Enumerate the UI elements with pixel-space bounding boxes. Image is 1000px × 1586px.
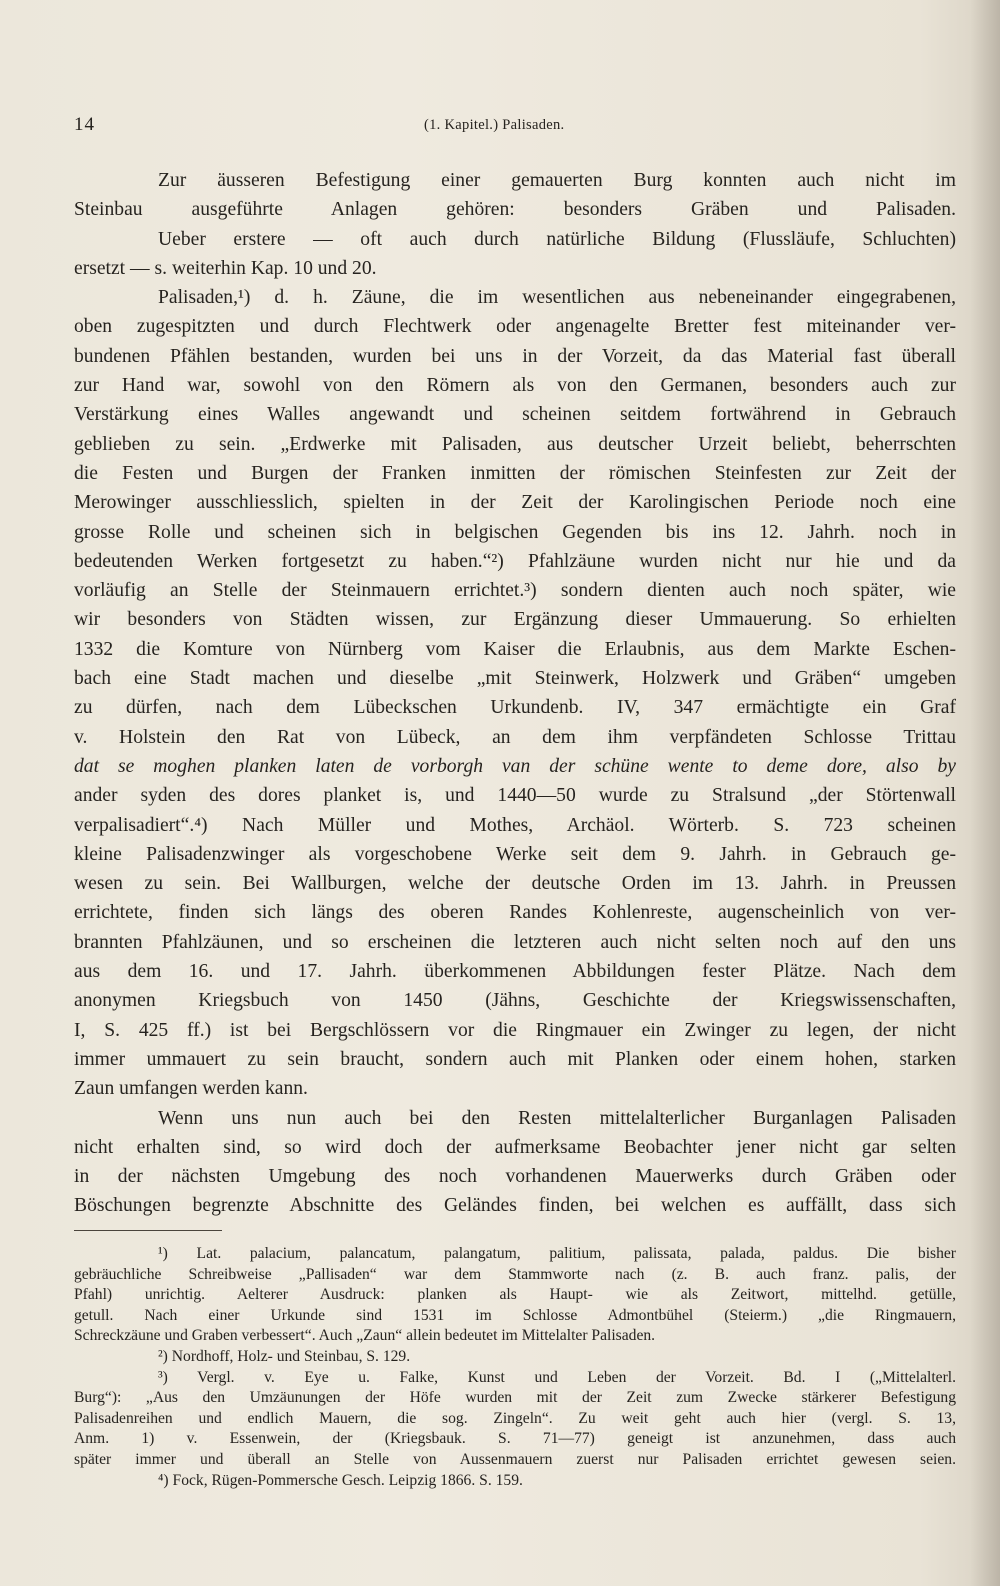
page-number: 14 [74,114,95,135]
footnote-line: später immer und überall an Stelle von Aussenmauern zuerst nur Palisaden errichtet gewesen seien. [74,1450,956,1468]
footnote-line: ³) Vergl. v. Eye u. Falke, Kunst und Leben der Vorzeit. Bd. I („Mittelalterl. [158,1368,956,1386]
text-line: brannten Pfahlzäunen, und so erscheinen die letzteren auch nicht selten noch auf den uns [74,931,956,953]
page-header [74,114,954,138]
footnote-line: Schreckzäune und Graben verbessert“. Auch „Zaun“ allein bedeutet im Mittelalter Palisaden. [74,1327,656,1345]
text-line: bedeutenden Werken fortgesetzt zu haben.“²) Pfahlzäune wurden nicht nur hie und da [74,550,956,572]
text-line: in der nächsten Umgebung des noch vorhandenen Mauerwerks durch Gräben oder [74,1166,956,1188]
text-line: Zur äusseren Befestigung einer gemauerten Burg konnten auch nicht im [158,170,956,191]
footnote-line: gebräuchliche Schreibweise „Pallisaden“ war dem Stammworte nach (z. B. auch franz. palis, der [74,1265,956,1283]
text-line: Wenn uns nun auch bei den Resten mittelalterlicher Burganlagen Palisaden [158,1107,956,1129]
text-line: ander syden des dores planket is, und 1440—50 wurde zu Stralsund „der Störtenwall [74,785,956,807]
text-line: grosse Rolle und scheinen sich in belgischen Gegenden bis ins 12. Jahrh. noch in [74,521,956,543]
footnote-divider [74,1230,222,1231]
text-line: Palisaden,¹) d. h. Zäune, die im wesentlichen aus nebeneinander eingegrabenen, [158,287,956,309]
text-line: Merowinger ausschliesslich, spielten in der Zeit der Karolingischen Periode noch eine [74,492,956,514]
footnote-line: Pfahl) unrichtig. Aelterer Ausdruck: planken als Haupt- wie als Zeitwort, mittelhd. getülle, [74,1286,956,1304]
text-line: I, S. 425 ff.) ist bei Bergschlössern vor die Ringmauer ein Zwinger zu legen, der nicht [74,1019,956,1041]
text-line: dat se moghen planken laten de vorborgh van der schüne wente to deme dore, also by [74,755,956,777]
text-line: Böschungen begrenzte Abschnitte des Geländes finden, bei welchen es auffällt, dass sich [74,1195,956,1217]
text-line: aus dem 16. und 17. Jahrh. überkommenen Abbildungen fester Plätze. Nach dem [74,961,956,983]
text-line: ersetzt — s. weiterhin Kap. 10 und 20. [74,257,377,279]
text-line: Zaun umfangen werden kann. [74,1078,308,1100]
running-head: (1. Kapitel.) Palisaden. [424,117,565,133]
text-line: oben zugespitzten und durch Flechtwerk oder angenagelte Bretter fest miteinander ver- [74,316,956,338]
text-line: zu dürfen, nach dem Lübeckschen Urkundenb. IV, 347 ermächtigte ein Graf [74,697,956,719]
text-line: wesen zu sein. Bei Wallburgen, welche der deutsche Orden im 13. Jahrh. in Preussen [74,873,956,895]
footnotes [74,1244,956,1491]
text-line: nicht erhalten sind, so wird doch der aufmerksame Beobachter jener nicht gar selten [74,1136,956,1158]
text-line: zur Hand war, sowohl von den Römern als von den Germanen, besonders auch zur [74,375,956,397]
text-line: 1332 die Komture von Nürnberg vom Kaiser die Erlaubnis, aus dem Markte Eschen- [74,638,956,660]
text-line: Ueber erstere — oft auch durch natürliche Bildung (Flussläufe, Schluchten) [158,228,956,250]
page-edge-shadow [970,0,1000,1586]
text-line: v. Holstein den Rat von Lübeck, an dem ihm verpfändeten Schlosse Trittau [74,726,956,748]
text-line: Steinbau ausgeführte Anlagen gehören: besonders Gräben und Palisaden. [74,199,956,221]
text-line: kleine Palisadenzwinger als vorgeschobene Werke seit dem 9. Jahrh. in Gebrauch ge- [74,843,956,865]
footnote-line: ⁴) Fock, Rügen-Pommersche Gesch. Leipzig 1866. S. 159. [158,1471,523,1489]
text-line: wir besonders von Städten wissen, zur Ergänzung dieser Ummauerung. So erhielten [74,609,956,631]
footnote-line: Anm. 1) v. Essenwein, der (Kriegsbauk. S. 71—77) geneigt ist anzunehmen, dass auch [74,1430,956,1448]
footnote-line: getull. Nach einer Urkunde sind 1531 im Schlosse Admontbühel (Steierm.) „die Ringmauern, [74,1306,956,1324]
text-line: anonymen Kriegsbuch von 1450 (Jähns, Geschichte der Kriegswissenschaften, [74,990,956,1012]
main-text [74,166,956,1221]
text-line: die Festen und Burgen der Franken inmitten der römischen Steinfesten zur Zeit der [74,462,956,484]
footnote-line: ¹) Lat. palacium, palancatum, palangatum, palitium, palissata, palada, paldus. Die bisher [158,1245,956,1262]
text-line: bach eine Stadt machen und dieselbe „mit Steinwerk, Holzwerk und Gräben“ umgeben [74,668,956,690]
text-line: vorläufig an Stelle der Steinmauern errichtet.³) sondern dienten auch noch später, wie [74,580,956,602]
text-line: errichtete, finden sich längs des oberen Randes Kohlenreste, augenscheinlich von ver- [74,902,956,924]
footnote-line: ²) Nordhoff, Holz- und Steinbau, S. 129. [158,1347,411,1365]
text-line: immer ummauert zu sein braucht, sondern auch mit Planken oder einem hohen, starken [74,1048,956,1070]
text-line: verpalisadiert“.⁴) Nach Müller und Mothes, Archäol. Wörterb. S. 723 scheinen [74,814,956,836]
text-line: bundenen Pfählen bestanden, wurden bei uns in der Vorzeit, da das Material fast überall [74,345,956,367]
text-line: geblieben zu sein. „Erdwerke mit Palisaden, aus deutscher Urzeit beliebt, beherrschten [74,433,956,455]
footnote-line: Burg“): „Aus den Umzäunungen der Höfe wurden mit der Zeit zum Zwecke stärkerer Befestigung [74,1389,956,1407]
footnote-line: Palisadenreihen und endlich Mauern, die sog. Zingeln“. Zu weit geht auch hier (vergl. S. 13, [74,1409,956,1427]
text-line: Verstärkung eines Walles angewandt und scheinen seitdem fortwährend in Gebrauch [74,404,956,426]
